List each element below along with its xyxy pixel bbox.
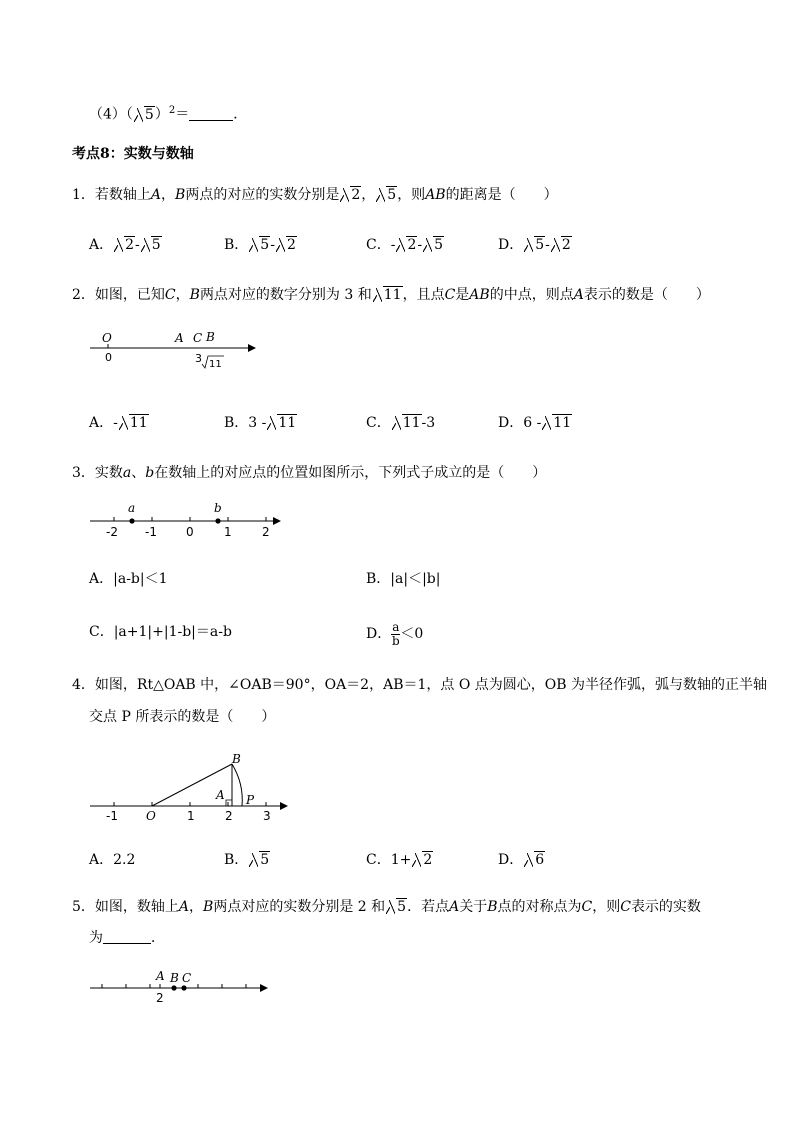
question-5-line-1: 5．如图，数轴上A，B两点对应的实数分别是 2 和 5．若点A关于B点的对称点为C，则C表示的实数	[72, 899, 701, 915]
tick-label: 3	[263, 809, 271, 823]
item-4: （4）（ 5）$^2$＝ ．	[89, 105, 248, 123]
section-title: 考点8：实数与数轴	[72, 146, 194, 162]
q2-option-c[interactable]: C． 11-3	[366, 415, 436, 431]
arrow-icon	[273, 517, 281, 525]
q2-option-b[interactable]: B．3 - 11	[224, 415, 297, 431]
label-C: C	[193, 331, 203, 345]
q2-option-d[interactable]: D．6 - 11	[498, 415, 572, 431]
sqrt-symbol: 5	[134, 105, 155, 125]
q3-option-d[interactable]: D． $\frac{a}{b}$ ＜0	[366, 619, 424, 648]
question-2: 2．如图，已知C，B两点对应的数字分别为 3 和 11，且点C是AB的中点，则点A表示的数是（ ）	[72, 287, 710, 303]
label-b: b	[214, 501, 222, 515]
label-two: 2	[156, 991, 164, 1005]
tick-label: -1	[145, 525, 157, 539]
tick-label: 0	[186, 525, 194, 539]
q5-number-line-figure	[88, 968, 273, 1008]
label-P: P	[246, 793, 255, 807]
point-a	[129, 518, 134, 523]
label-three: 3	[195, 352, 202, 365]
tick-label: 1	[224, 525, 232, 539]
q3-option-c[interactable]: C．|a+1|+|1-b|＝a-b	[89, 624, 232, 640]
label-a: a	[128, 501, 136, 515]
q4-option-c[interactable]: C．1+ 2	[366, 852, 433, 868]
label-B: B	[232, 752, 241, 766]
label-O: O	[102, 331, 112, 345]
q4-triangle-figure	[88, 748, 298, 826]
tick-label: -1	[106, 809, 118, 823]
label-O: O	[146, 809, 156, 823]
q4-option-a[interactable]: A．2.2	[89, 852, 136, 868]
q1-option-a[interactable]: A． 2- 5	[89, 237, 161, 253]
tick-label: 2	[225, 809, 233, 823]
label-B: B	[206, 330, 215, 344]
q3-number-line-figure	[88, 500, 288, 542]
tick-label: 2	[262, 525, 270, 539]
label-sqrt11: 11	[209, 359, 222, 370]
question-5-line-2: 为 ．	[89, 930, 165, 946]
label-A: A	[175, 331, 184, 345]
q2-option-a[interactable]: A．- 11	[89, 415, 148, 431]
label-B: B	[170, 971, 179, 985]
arrow-icon	[260, 984, 268, 992]
question-4-line-1: 4．如图，Rt△OAB 中，∠OAB＝90°，OA＝2，AB＝1，点 O 点为圆心，OB 为半径作弧，弧与数轴的正半轴	[72, 677, 767, 693]
arrow-icon	[248, 344, 256, 352]
q1-option-c[interactable]: C．- 2- 5	[366, 237, 444, 253]
label-A: A	[156, 969, 165, 983]
question-1: 1．若数轴上A，B两点的对应的实数分别是 2， 5，则AB的距离是（ ）	[72, 187, 558, 203]
tick-label: 1	[187, 809, 195, 823]
answer-blank[interactable]	[189, 106, 233, 121]
q1-option-b[interactable]: B． 5- 2	[224, 237, 296, 253]
question-3: 3．实数a、b在数轴上的对应点的位置如图所示，下列式子成立的是（ ）	[72, 465, 547, 481]
label-zero: 0	[105, 351, 112, 364]
right-angle-icon	[226, 800, 232, 806]
q3-option-b[interactable]: B．|a|＜|b|	[366, 571, 441, 587]
label-A: A	[216, 788, 225, 802]
point-B	[171, 985, 176, 990]
arc-icon	[232, 764, 242, 806]
arrow-icon	[280, 802, 288, 810]
tick-label: -2	[106, 525, 118, 539]
q4-option-b[interactable]: B． 5	[224, 852, 270, 868]
fraction: $\frac{a}{b}$	[391, 619, 400, 648]
q2-number-line-figure	[88, 328, 263, 370]
point-b	[215, 518, 220, 523]
q1-option-d[interactable]: D． 5- 2	[498, 237, 571, 253]
question-4-line-2: 交点 P 所表示的数是（ ）	[89, 709, 276, 725]
q4-option-d[interactable]: D． 6	[498, 852, 545, 868]
answer-blank[interactable]	[103, 929, 151, 944]
q3-option-a[interactable]: A．|a-b|＜1	[89, 571, 168, 587]
label-C: C	[182, 971, 192, 985]
point-C	[181, 985, 186, 990]
